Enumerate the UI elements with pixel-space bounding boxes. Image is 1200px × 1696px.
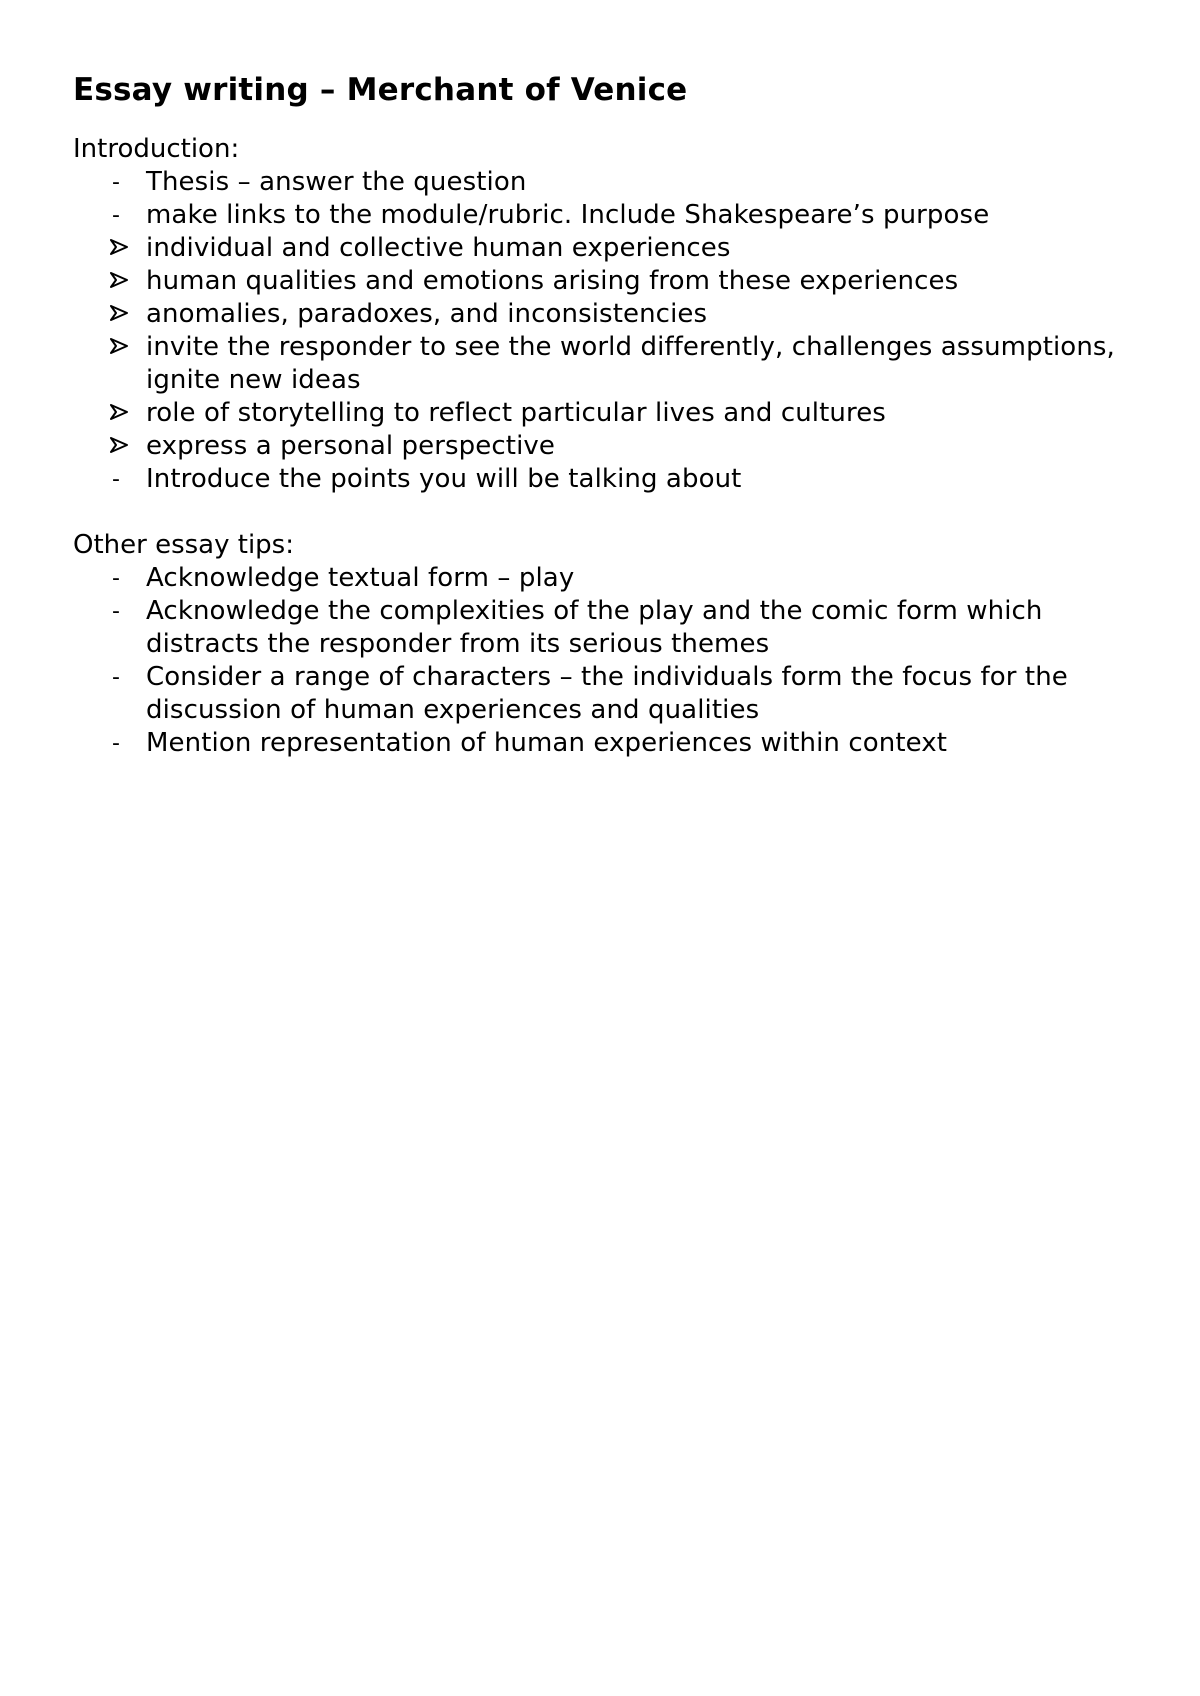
list-item (73, 727, 1133, 760)
section-heading-introduction: Introduction: (73, 134, 240, 164)
list-item (73, 232, 1133, 265)
list-item-text: anomalies, paradoxes, and inconsistencies (146, 299, 708, 329)
list-item-text: Introduce the points you will be talking about (146, 464, 742, 494)
section-heading-other-tips: Other essay tips: (73, 530, 294, 560)
arrow-bullet-icon (109, 298, 139, 331)
list-item-text: make links to the module/rubric. Include Shakespeare’s purpose (146, 200, 990, 230)
list-item (73, 595, 1133, 661)
dash-bullet-icon: - (112, 467, 121, 492)
arrow-bullet-icon (109, 397, 139, 430)
list-item-text: human qualities and emotions arising from these experiences (146, 266, 959, 296)
document-page (73, 64, 1133, 760)
section-spacer (73, 496, 1133, 528)
list-item (73, 430, 1133, 463)
arrow-bullet-icon (109, 331, 139, 364)
list-item (73, 661, 1133, 727)
list-item-text: Thesis – answer the question (146, 167, 527, 197)
list-item-text: individual and collective human experiences (146, 233, 731, 263)
dash-bullet-icon: - (112, 203, 121, 228)
list-item-text: role of storytelling to reflect particular lives and cultures (146, 398, 886, 428)
arrow-bullet-icon (109, 265, 139, 298)
list-item (73, 331, 1133, 397)
list-item (73, 397, 1133, 430)
list-item (73, 562, 1133, 595)
list-item (73, 166, 1133, 199)
list-item (73, 463, 1133, 496)
list-item-text: invite the responder to see the world differently, challenges assumptions, ignite new ideas (146, 332, 1115, 395)
list-item-text: express a personal perspective (146, 431, 555, 461)
list-item-text: Mention representation of human experiences within context (146, 728, 948, 758)
dash-bullet-icon: - (112, 665, 121, 690)
introduction-list (73, 166, 1133, 496)
arrow-bullet-icon (109, 430, 139, 463)
list-item (73, 265, 1133, 298)
dash-bullet-icon: - (112, 599, 121, 624)
list-item-text: Acknowledge the complexities of the play and the comic form which distracts the responder from its serious themes (146, 596, 1043, 659)
arrow-bullet-icon (109, 232, 139, 265)
list-item (73, 298, 1133, 331)
dash-bullet-icon: - (112, 170, 121, 195)
list-item-text: Consider a range of characters – the individuals form the focus for the discussion of human experiences and qualities (146, 662, 1068, 725)
dash-bullet-icon: - (112, 731, 121, 756)
section-other-essay-tips (73, 528, 1133, 760)
document-title: Essay writing – Merchant of Venice (73, 72, 688, 108)
other-tips-list (73, 562, 1133, 760)
list-item-text: Acknowledge textual form – play (146, 563, 575, 593)
dash-bullet-icon: - (112, 566, 121, 591)
list-item (73, 199, 1133, 232)
section-introduction (73, 132, 1133, 496)
